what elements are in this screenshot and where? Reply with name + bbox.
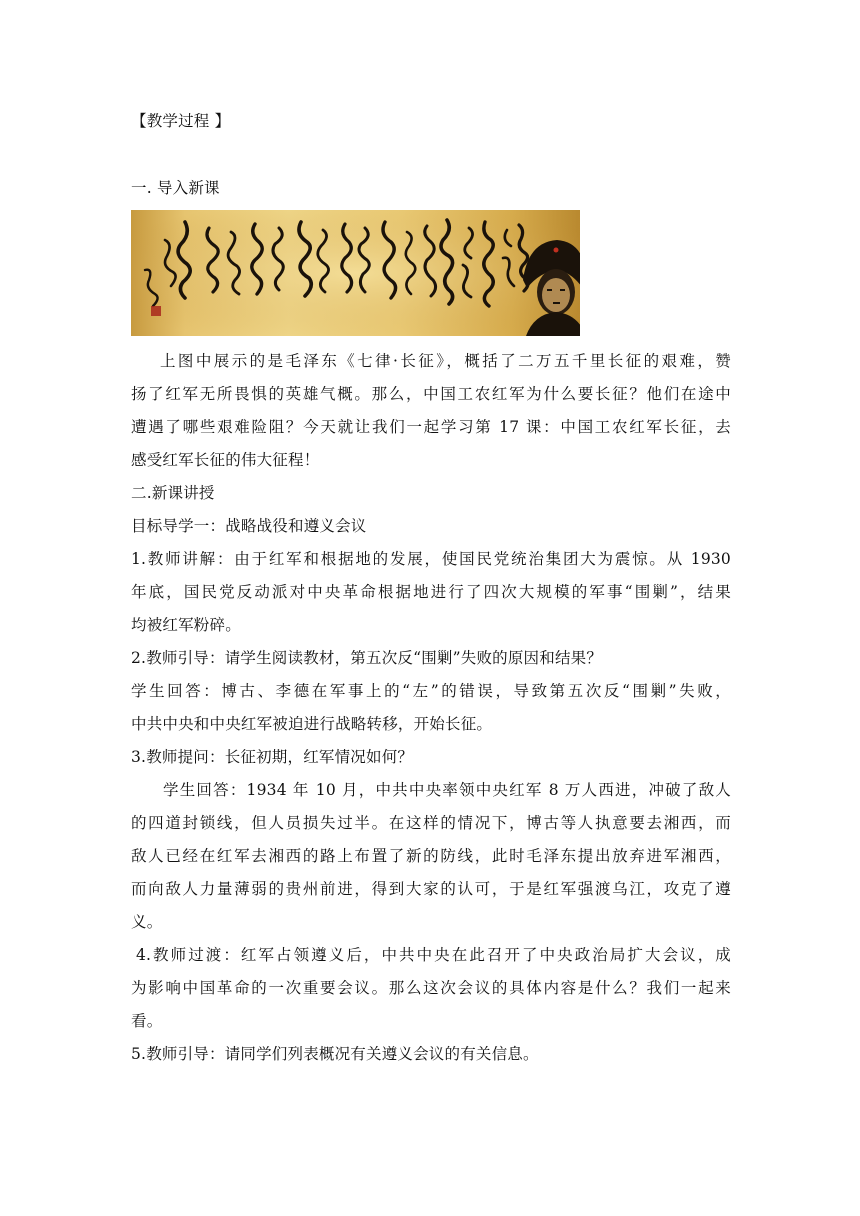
seal-stamp: [151, 306, 161, 316]
section-title: 【教学过程 】: [131, 112, 231, 130]
item4-line-1: 4.教师过渡：红军占领遵义后，中共中央在此召开了中央政治局扩大会议，成: [136, 946, 731, 964]
item3-question: 3.教师提问：长征初期，红军情况如何？: [131, 748, 414, 766]
intro-paragraph-line-4: 感受红军长征的伟大征程！: [131, 451, 320, 469]
item1-line-2: 年底，国民党反动派对中央革命根据地进行了四次大规模的军事“围剿”，结果: [131, 583, 731, 601]
item4-line-2: 为影响中国革命的一次重要会议。那么这次会议的具体内容是什么？我们一起来: [131, 979, 731, 997]
answer2-line-1: 学生回答：博古、李德在军事上的“左”的错误，导致第五次反“围剿”失败，: [131, 682, 731, 700]
item1-line-1: 1.教师讲解：由于红军和根据地的发展，使国民党统治集团大为震惊。从 1930: [131, 550, 731, 568]
intro-paragraph-line-2: 扬了红军无所畏惧的英雄气概。那么，中国工农红军为什么要长征？他们在途中: [131, 385, 731, 403]
calligraphy-image: [131, 210, 580, 336]
goal-heading: 目标导学一：战略战役和遵义会议: [131, 517, 367, 535]
answer3-line-1: 学生回答：1934 年 10 月，中共中央率领中央红军 8 万人西进，冲破了敌人: [163, 781, 731, 799]
intro-heading: 一. 导入新课: [131, 179, 220, 197]
intro-paragraph-line-1: 上图中展示的是毛泽东《七律·长征》，概括了二万五千里长征的艰难，赞: [160, 352, 731, 370]
lesson-heading: 二.新课讲授: [131, 484, 215, 502]
answer3-line-3: 敌人已经在红军去湘西的路上布置了新的防线，此时毛泽东提出放弃进军湘西，: [131, 847, 731, 865]
item2-question: 2.教师引导：请学生阅读教材，第五次反“围剿”失败的原因和结果？: [131, 649, 603, 667]
answer3-line-2: 的四道封锁线，但人员损失过半。在这样的情况下，博古等人执意要去湘西，而: [131, 814, 731, 832]
item4-line-3: 看。: [131, 1012, 163, 1030]
intro-paragraph-line-3: 遭遇了哪些艰难险阻？今天就让我们一起学习第 17 课：中国工农红军长征，去: [131, 418, 731, 436]
item5-question: 5.教师引导：请同学们列表概况有关遵义会议的有关信息。: [131, 1045, 539, 1063]
calligraphy-scroll-icon: [131, 210, 580, 336]
answer3-line-5: 义。: [131, 913, 163, 931]
answer2-line-2: 中共中央和中央红军被迫进行战略转移，开始长征。: [131, 715, 493, 733]
answer3-line-4: 而向敌人力量薄弱的贵州前进，得到大家的认可，于是红军强渡乌江，攻克了遵: [131, 880, 731, 898]
item1-line-3: 均被红军粉碎。: [131, 616, 241, 634]
